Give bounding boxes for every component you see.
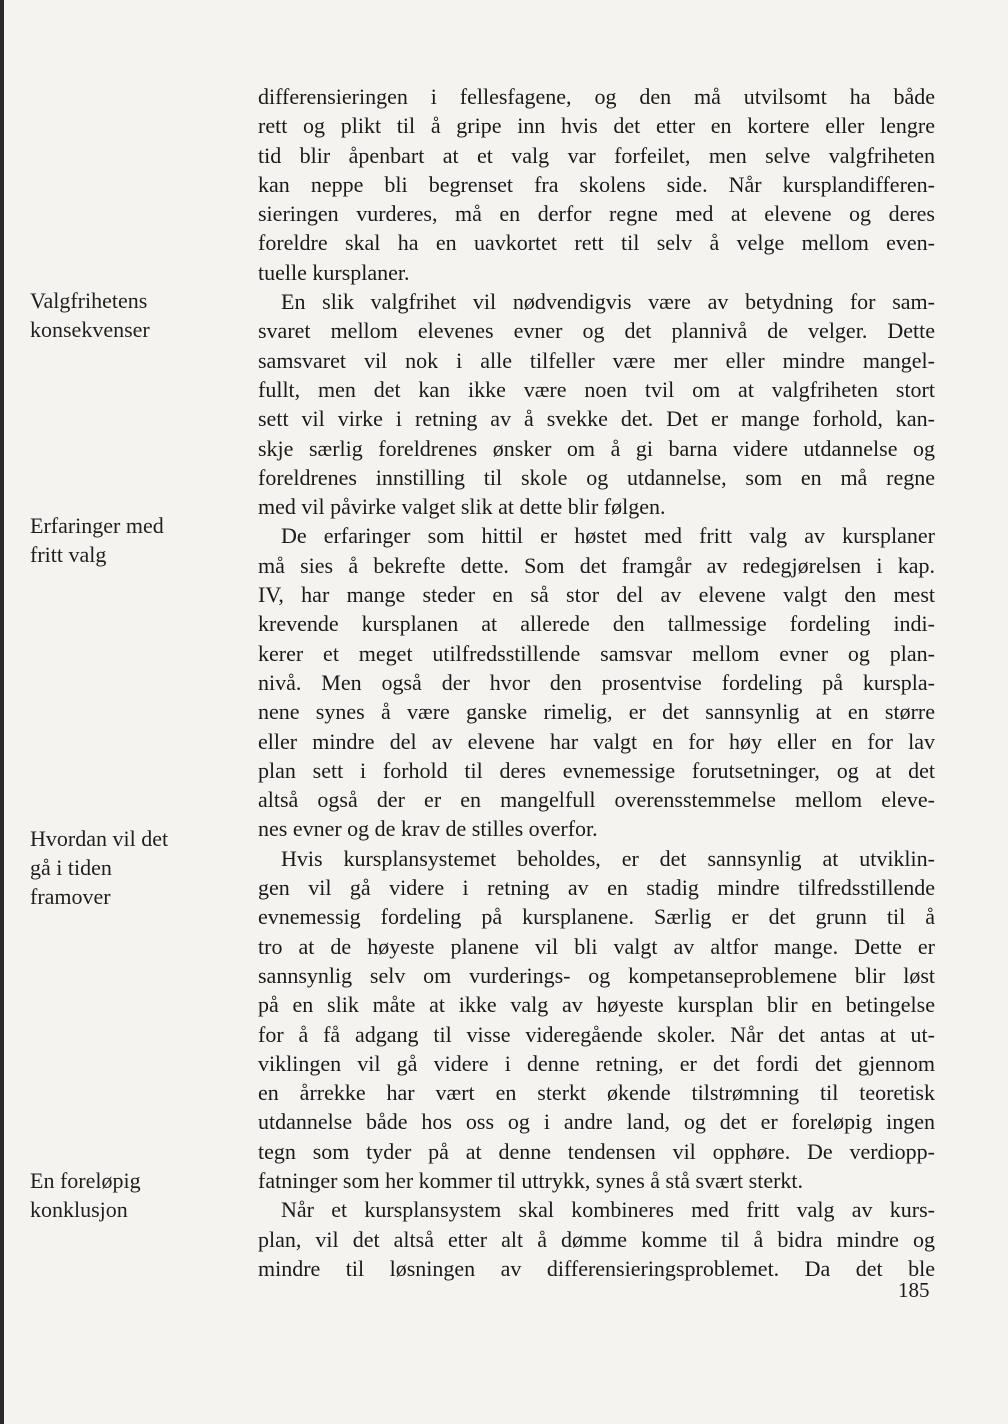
side-note-line: En foreløpig bbox=[30, 1168, 141, 1193]
side-note-en-forelopig-konklusjon bbox=[30, 1166, 230, 1224]
paragraph bbox=[258, 521, 935, 843]
text-line: tro at de høyeste planene vil bli valgt av altfor mange. Dette er bbox=[258, 933, 935, 959]
text-line: De erfaringer som hittil er høstet med fritt valg av kursplaner bbox=[281, 523, 935, 549]
text-line: med vil påvirke valget slik at dette blir følgen. bbox=[258, 494, 666, 520]
page-number: 185 bbox=[898, 1278, 930, 1302]
text-line: utdannelse både hos oss og i andre land, og det er foreløpig ingen bbox=[258, 1109, 935, 1135]
text-line: plan sett i forhold til deres evnemessige forutsetninger, og at det bbox=[258, 757, 935, 783]
text-line: kerer et meget utilfredsstillende samsvar mellom evner og plan- bbox=[258, 640, 935, 666]
text-line: mindre til løsningen av differensieringsproblemet. Da det ble bbox=[258, 1255, 935, 1281]
text-line: sannsynlig selv om vurderings- og kompetanseproblemene blir løst bbox=[258, 962, 935, 988]
text-line: plan, vil det altså etter alt å dømme komme til å bidra mindre og bbox=[258, 1226, 935, 1252]
side-note-line: Erfaringer med bbox=[30, 513, 164, 538]
text-line: skje særlig foreldrenes ønsker om å gi barna videre utdannelse og bbox=[258, 435, 935, 461]
text-line: differensieringen i fellesfagene, og den må utvilsomt ha både bbox=[258, 84, 935, 109]
body-text bbox=[258, 82, 935, 1283]
text-line: samsvaret vil nok i alle tilfeller være mer eller mindre mangel- bbox=[258, 347, 935, 373]
text-line: sieringen vurderes, må en derfor regne med at elevene og deres bbox=[258, 201, 935, 227]
side-note-line: konsekvenser bbox=[30, 317, 150, 342]
text-line: Hvis kursplansystemet beholdes, er det sannsynlig at utviklin- bbox=[281, 845, 935, 871]
text-line: foreldrenes innstilling til skole og utdannelse, som en må regne bbox=[258, 464, 935, 490]
text-line: tegn som tyder på at denne tendensen vil opphøre. De verdiopp- bbox=[258, 1138, 935, 1164]
text-line: viklingen vil gå videre i denne retning, er det fordi det gjennom bbox=[258, 1050, 935, 1076]
text-line: evnemessig fordeling på kursplanene. Særlig er det grunn til å bbox=[258, 904, 935, 930]
side-note-erfaringer-med-fritt-valg bbox=[30, 511, 230, 569]
text-line: nes evner og de krav de stilles overfor. bbox=[258, 816, 598, 842]
text-line: krevende kursplanen at allerede den tallmessige fordeling indi- bbox=[258, 611, 935, 637]
text-line: altså også der er en mangelfull overensstemmelse mellom eleve- bbox=[258, 787, 935, 813]
text-line: for å få adgang til visse videregående skoler. Når det antas at ut- bbox=[258, 1021, 935, 1047]
page-left-edge bbox=[0, 0, 4, 1424]
paragraph bbox=[258, 82, 935, 287]
text-line: fatninger som her kommer til uttrykk, synes å stå svært sterkt. bbox=[258, 1167, 804, 1193]
text-line: tid blir åpenbart at et valg var forfeilet, men selve valgfriheten bbox=[258, 142, 935, 168]
text-line: må sies å bekrefte dette. Som det framgår av redegjørelsen i kap. bbox=[258, 552, 935, 578]
text-line: eller mindre del av elevene har valgt en for høy eller en for lav bbox=[258, 728, 935, 754]
text-line: sett vil virke i retning av å svekke det. Det er mange forhold, kan- bbox=[258, 406, 935, 432]
text-line: En slik valgfrihet vil nødvendigvis være av betydning for sam- bbox=[281, 289, 935, 315]
paragraph bbox=[258, 287, 935, 521]
text-line: Når et kursplansystem skal kombineres med fritt valg av kurs- bbox=[281, 1197, 935, 1223]
side-note-line: gå i tiden bbox=[30, 855, 112, 880]
text-line: fullt, men det kan ikke være noen tvil om at valgfriheten stort bbox=[258, 376, 935, 402]
side-note-line: Hvordan vil det bbox=[30, 826, 169, 851]
text-line: en årrekke har vært en sterkt økende tilstrømning til teoretisk bbox=[258, 1080, 935, 1106]
text-line: kan neppe bli begrenset fra skolens side. Når kursplandifferen- bbox=[258, 171, 935, 197]
paragraph bbox=[258, 1195, 935, 1283]
text-line: gen vil gå videre i retning av en stadig mindre tilfredsstillende bbox=[258, 875, 935, 901]
text-line: nivå. Men også der hvor den prosentvise fordeling på kurspla- bbox=[258, 669, 935, 695]
paragraph bbox=[258, 844, 935, 1196]
side-note-hvordan-vil-det-gaa bbox=[30, 824, 230, 911]
side-note-line: fritt valg bbox=[30, 542, 107, 567]
side-note-line: konklusjon bbox=[30, 1197, 128, 1222]
side-note-line: framover bbox=[30, 884, 111, 909]
text-line: IV, har mange steder en så stor del av elevene valgt den mest bbox=[258, 582, 935, 608]
text-line: tuelle kursplaner. bbox=[258, 259, 410, 285]
text-line: foreldre skal ha en uavkortet rett til selv å velge mellom even- bbox=[258, 230, 935, 256]
text-line: rett og plikt til å gripe inn hvis det etter en kortere eller lengre bbox=[258, 113, 935, 139]
text-line: på en slik måte at ikke valg av høyeste kursplan blir en betingelse bbox=[258, 992, 935, 1018]
side-note-valgfrihetens-konsekvenser bbox=[30, 286, 230, 344]
text-line: nene synes å være ganske rimelig, er det sannsynlig at en større bbox=[258, 699, 935, 725]
side-note-line: Valgfrihetens bbox=[30, 288, 148, 313]
text-line: svaret mellom elevenes evner og det plannivå de velger. Dette bbox=[258, 318, 935, 344]
